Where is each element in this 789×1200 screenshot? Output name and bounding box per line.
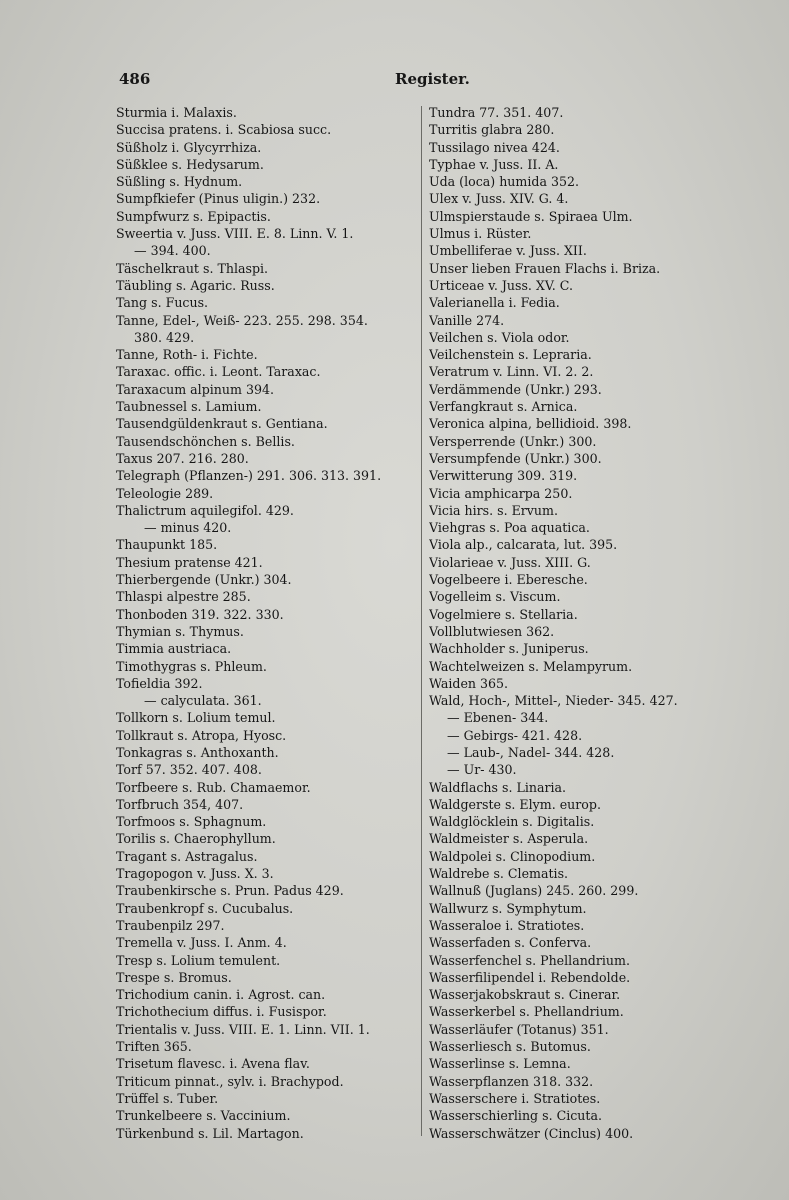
index-entry: Triften 365. — [116, 1039, 192, 1055]
index-entry: Uda (loca) humida 352. — [429, 174, 579, 190]
index-entry: Täschelkraut s. Thlaspi. — [116, 260, 269, 276]
index-entry: Sturmia i. Malaxis. — [116, 105, 237, 120]
index-entry: Turritis glabra 280. — [429, 122, 555, 138]
index-entry: Tollkorn s. Lolium temul. — [116, 710, 276, 726]
index-entry: Torfmoos s. Sphagnum. — [116, 814, 267, 830]
index-entry: Unser lieben Frauen Flachs i. Briza. — [429, 260, 661, 276]
index-entry: Umbelliferae v. Juss. XII. — [429, 243, 587, 259]
index-entry: Veratrum v. Linn. VI. 2. 2. — [429, 364, 594, 380]
index-entry: Veronica alpina, bellidioid. 398. — [429, 416, 632, 432]
index-entry: Waldrebe s. Clematis. — [429, 866, 569, 882]
index-entry: Sumpfwurz s. Epipactis. — [116, 208, 271, 224]
index-entry: Waiden 365. — [429, 675, 509, 691]
index-entry: Waldmeister s. Asperula. — [429, 831, 589, 847]
index-entry: Verdämmende (Unkr.) 293. — [429, 381, 602, 397]
index-entry: Thierbergende (Unkr.) 304. — [116, 572, 292, 588]
page-header — [0, 0, 789, 100]
index-entry: Tausendschönchen s. Bellis. — [116, 433, 295, 449]
index-entry: — Laub-, Nadel- 344. 428. — [447, 744, 615, 760]
index-entry: Timmia austriaca. — [116, 641, 232, 657]
index-entry: Wasserschwätzer (Cinclus) 400. — [429, 1125, 634, 1141]
index-entry: Viola alp., calcarata, lut. 395. — [429, 537, 618, 553]
index-entry: Täubling s. Agaric. Russ. — [116, 277, 275, 293]
index-entry: Wallnuß (Juglans) 245. 260. 299. — [429, 883, 639, 899]
index-entry: — calyculata. 361. — [144, 693, 262, 709]
index-entry: Tofieldia 392. — [116, 675, 203, 691]
index-entry: Verfangkraut s. Arnica. — [429, 399, 578, 415]
index-column-left — [116, 104, 416, 1142]
index-entry: Vollblutwiesen 362. — [429, 623, 555, 639]
index-entry: Wasserschierling s. Cicuta. — [429, 1108, 602, 1124]
index-entry: Waldflachs s. Linaria. — [429, 779, 567, 795]
index-entry: Waldglöcklein s. Digitalis. — [429, 814, 595, 830]
index-entry: Waldpolei s. Clinopodium. — [429, 848, 596, 864]
index-entry: Türkenbund s. Lil. Martagon. — [116, 1125, 304, 1141]
index-entry: — Ur- 430. — [447, 762, 517, 778]
index-entry: Versumpfende (Unkr.) 300. — [429, 450, 602, 466]
index-entry: Vanille 274. — [429, 312, 505, 328]
index-entry: Torf 57. 352. 407. 408. — [116, 762, 262, 778]
index-entry: Tundra 77. 351. 407. — [429, 105, 564, 120]
index-entry: Vogelmiere s. Stellaria. — [429, 606, 578, 622]
index-entry: Tragant s. Astragalus. — [116, 848, 258, 864]
index-entry: Ulex v. Juss. XIV. G. 4. — [429, 191, 569, 207]
index-entry: Trichothecium diffus. i. Fusispor. — [116, 1004, 327, 1020]
index-entry: Tremella v. Juss. I. Anm. 4. — [116, 935, 287, 951]
index-entry: Veilchenstein s. Lepraria. — [429, 347, 592, 363]
index-entry: Thlaspi alpestre 285. — [116, 589, 251, 605]
index-entry: Teleologie 289. — [116, 485, 214, 501]
index-entry: Tang s. Fucus. — [116, 295, 209, 311]
index-entry: Wallwurz s. Symphytum. — [429, 900, 587, 916]
page-number: 486 — [119, 70, 151, 88]
index-entry: Tanne, Edel-, Weiß- 223. 255. 298. 354. — [116, 312, 368, 328]
index-entry: Trisetum flavesc. i. Avena flav. — [116, 1056, 310, 1072]
index-entry: Vicia amphicarpa 250. — [429, 485, 573, 501]
index-entry: Violarieae v. Juss. XIII. G. — [429, 554, 591, 570]
index-entry: Ulmus i. Rüster. — [429, 226, 532, 242]
index-entry: Vogelleim s. Viscum. — [429, 589, 561, 605]
index-entry: Triticum pinnat., sylv. i. Brachypod. — [116, 1073, 344, 1089]
index-entry: Traubenkropf s. Cucubalus. — [116, 900, 294, 916]
index-entry: Taxus 207. 216. 280. — [116, 450, 249, 466]
index-entry: Sweertia v. Juss. VIII. E. 8. Linn. V. 1. — [116, 226, 354, 242]
index-entry: Torilis s. Chaerophyllum. — [116, 831, 276, 847]
index-entry: Verwitterung 309. 319. — [429, 468, 578, 484]
index-entry: — minus 420. — [144, 520, 232, 536]
index-entry: — Ebenen- 344. — [447, 710, 549, 726]
index-entry: Traubenpilz 297. — [116, 917, 225, 933]
index-entry: Succisa pratens. i. Scabiosa succ. — [116, 122, 332, 138]
column-divider — [421, 106, 422, 1136]
index-entry: — 394. 400. — [134, 243, 211, 259]
index-entry: Süßklee s. Hedysarum. — [116, 156, 264, 172]
index-entry: Trichodium canin. i. Agrost. can. — [116, 987, 326, 1003]
index-entry: Wasserfaden s. Conferva. — [429, 935, 592, 951]
index-entry: Vogelbeere i. Eberesche. — [429, 572, 588, 588]
index-entry: Torfbeere s. Rub. Chamaemor. — [116, 779, 311, 795]
index-entry: Tausendgüldenkraut s. Gentiana. — [116, 416, 328, 432]
index-entry: Taraxacum alpinum 394. — [116, 381, 275, 397]
index-entry: Thonboden 319. 322. 330. — [116, 606, 284, 622]
index-entry: 380. 429. — [134, 329, 195, 345]
index-entry: Tollkraut s. Atropa, Hyosc. — [116, 727, 287, 743]
index-entry: Thaupunkt 185. — [116, 537, 218, 553]
index-entry: Tragopogon v. Juss. X. 3. — [116, 866, 274, 882]
index-entry: Vicia hirs. s. Ervum. — [429, 502, 558, 518]
index-entry: Thesium pratense 421. — [116, 554, 263, 570]
index-entry: Valerianella i. Fedia. — [429, 295, 560, 311]
index-entry: Wachholder s. Juniperus. — [429, 641, 589, 657]
index-entry: Sumpfkiefer (Pinus uligin.) 232. — [116, 191, 321, 207]
index-entry: Trientalis v. Juss. VIII. E. 1. Linn. VII. 1. — [116, 1021, 370, 1037]
index-entry: Tonkagras s. Anthoxanth. — [116, 744, 279, 760]
index-entry: Tresp s. Lolium temulent. — [116, 952, 281, 968]
index-entry: Veilchen s. Viola odor. — [429, 329, 570, 345]
index-entry: Wasserschere i. Stratiotes. — [429, 1090, 601, 1106]
index-entry: Viehgras s. Poa aquatica. — [429, 520, 590, 536]
index-entry: Taraxac. offic. i. Leont. Taraxac. — [116, 364, 321, 380]
index-entry: Wasserfilipendel i. Rebendolde. — [429, 969, 631, 985]
index-entry: Wasserfenchel s. Phellandrium. — [429, 952, 630, 968]
index-entry: Wald, Hoch-, Mittel-, Nieder- 345. 427. — [429, 693, 678, 709]
running-head: Register. — [395, 70, 470, 88]
index-entry: Süßling s. Hydnum. — [116, 174, 243, 190]
index-entry: Ulmspierstaude s. Spiraea Ulm. — [429, 208, 633, 224]
index-entry: Trespe s. Bromus. — [116, 969, 232, 985]
index-entry: Süßholz i. Glycyrrhiza. — [116, 139, 262, 155]
index-entry: — Gebirgs- 421. 428. — [447, 727, 583, 743]
index-column-right — [429, 104, 739, 1142]
index-entry: Traubenkirsche s. Prun. Padus 429. — [116, 883, 344, 899]
index-entry: Waldgerste s. Elym. europ. — [429, 796, 601, 812]
index-entry: Wasserlinse s. Lemna. — [429, 1056, 571, 1072]
index-entry: Wasserjakobskraut s. Cinerar. — [429, 987, 621, 1003]
index-entry: Torfbruch 354, 407. — [116, 796, 244, 812]
index-entry: Typhae v. Juss. II. A. — [429, 156, 559, 172]
index-entry: Versperrende (Unkr.) 300. — [429, 433, 597, 449]
index-entry: Trunkelbeere s. Vaccinium. — [116, 1108, 291, 1124]
index-entry: Thymian s. Thymus. — [116, 623, 244, 639]
index-entry: Wasserliesch s. Butomus. — [429, 1039, 591, 1055]
index-entry: Wasserkerbel s. Phellandrium. — [429, 1004, 624, 1020]
index-entry: Thalictrum aquilegifol. 429. — [116, 502, 294, 518]
index-entry: Timothygras s. Phleum. — [116, 658, 267, 674]
index-entry: Tanne, Roth- i. Fichte. — [116, 347, 258, 363]
index-entry: Wasserpflanzen 318. 332. — [429, 1073, 594, 1089]
index-entry: Wasseraloe i. Stratiotes. — [429, 917, 585, 933]
index-entry: Urticeae v. Juss. XV. C. — [429, 277, 573, 293]
index-entry: Wasserläufer (Totanus) 351. — [429, 1021, 609, 1037]
index-entry: Tussilago nivea 424. — [429, 139, 560, 155]
index-entry: Trüffel s. Tuber. — [116, 1090, 219, 1106]
index-entry: Telegraph (Pflanzen-) 291. 306. 313. 391. — [116, 468, 382, 484]
index-entry: Wachtelweizen s. Melampyrum. — [429, 658, 633, 674]
index-entry: Taubnessel s. Lamium. — [116, 399, 262, 415]
